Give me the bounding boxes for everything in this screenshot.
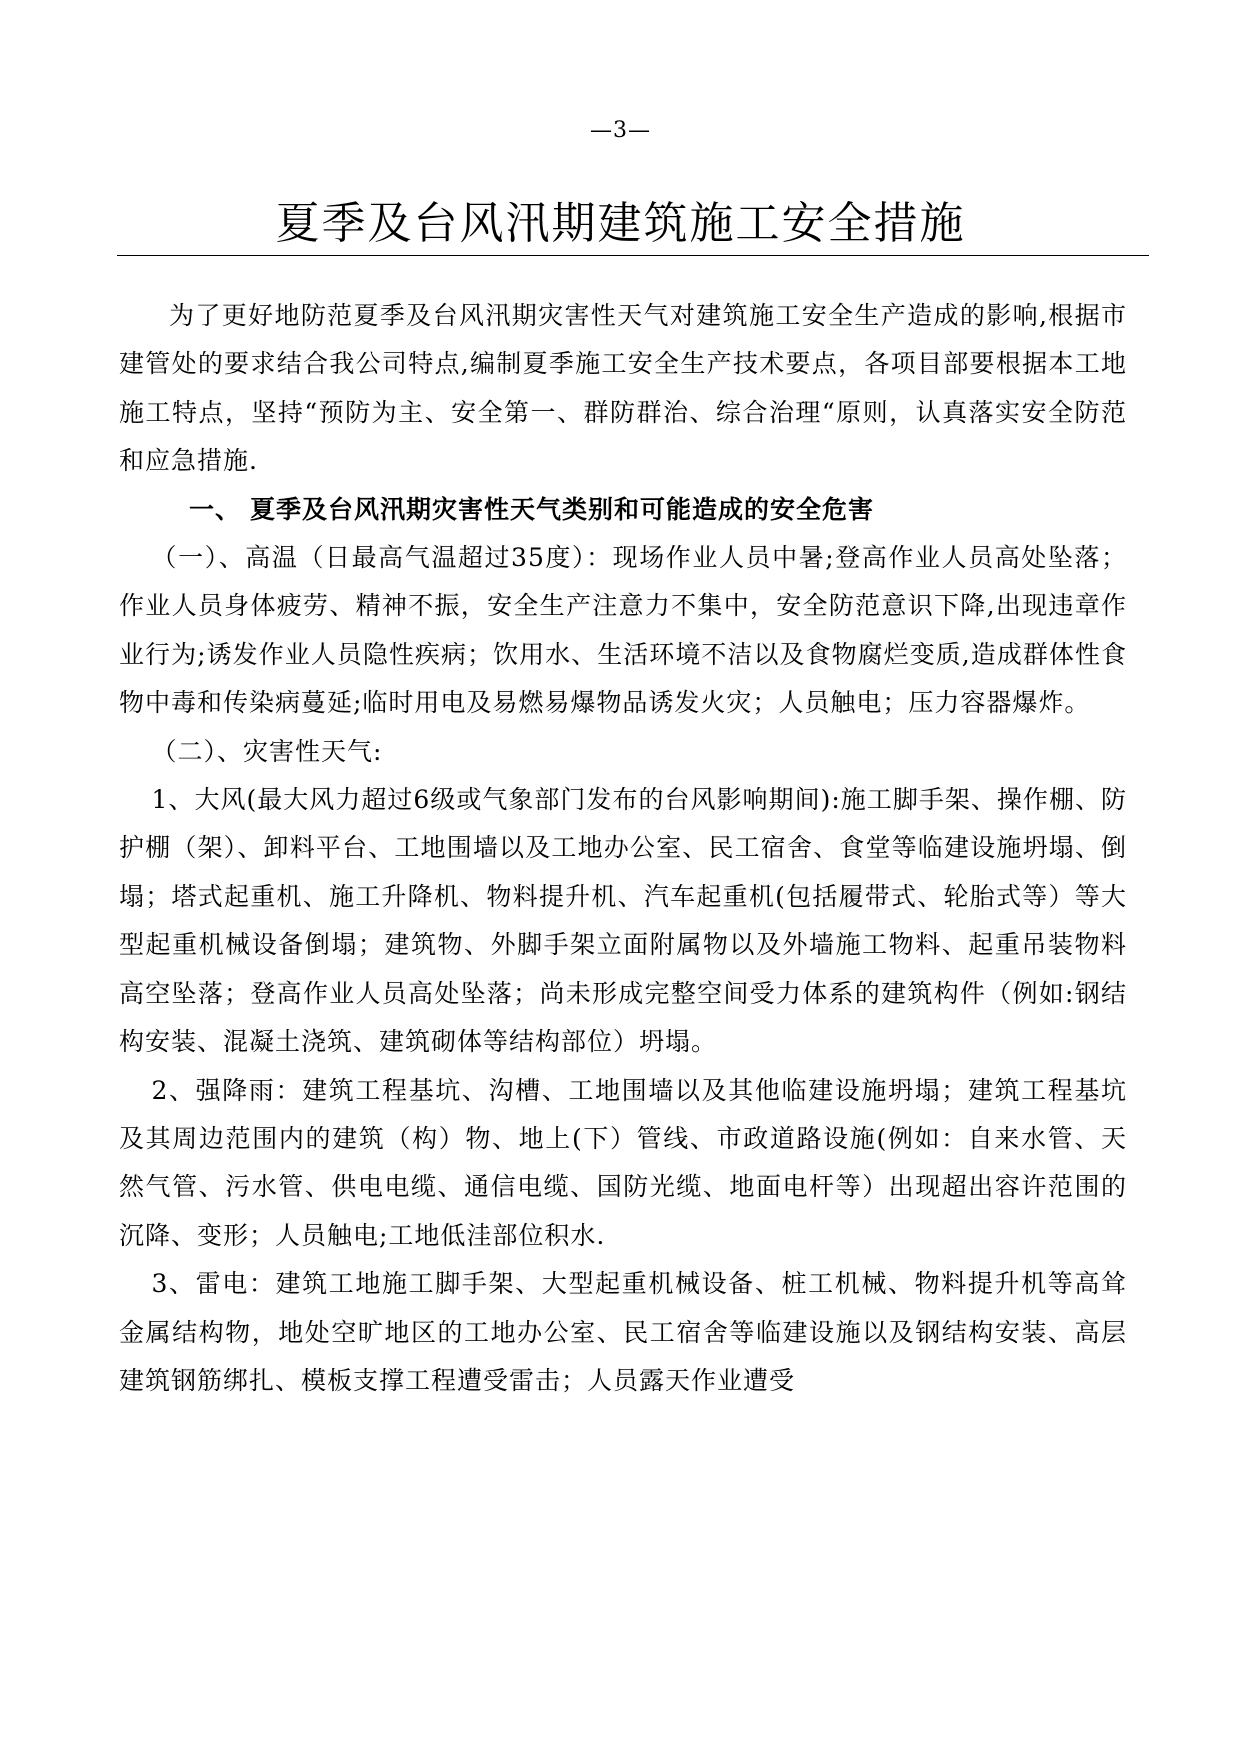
item-high-temperature: （一）、高温（日最高气温超过35度）：现场作业人员中暑;登高作业人员高处坠落；作业人员身体疲劳、精神不振，安全生产注意力不集中，安全防范意识下降,出现违章作业行为;诱发作业人员隐性疾病；饮用水、生活环境不洁以及食物腐烂变质,造成群体性食物中毒和传染病蔓延;临时用电及易燃易爆物品诱发火灾；人员触电；压力容器爆炸。 [119, 543, 1127, 718]
document-body [119, 292, 1127, 1405]
section-number: 一、 [189, 494, 242, 524]
item-heavy-rain: 2、强降雨：建筑工程基坑、沟槽、工地围墙以及其他临建设施坍塌；建筑工程基坑及其周边范围内的建筑（构）物、地上(下）管线、市政道路设施(例如：自来水管、天然气管、污水管、供电电缆、通信电缆、国防光缆、地面电杆等）出现超出容许范围的沉降、变形；人员触电;工地低洼部位积水. [119, 1075, 1127, 1250]
item-strong-wind: 1、大风(最大风力超过6级或气象部门发布的台风影响期间):施工脚手架、操作棚、防护棚（架）、卸料平台、工地围墙以及工地办公室、民工宿舍、食堂等临建设施坍塌、倒塌；塔式起重机、施工升降机、物料提升机、汽车起重机(包括履带式、轮胎式等）等大型起重机械设备倒塌；建筑物、外脚手架立面附属物以及外墙施工物料、起重吊装物料高空坠落；登高作业人员高处坠落；尚未形成完整空间受力体系的建筑构件（例如:钢结构安装、混凝土浇筑、建筑砌体等结构部位）坍塌。 [119, 785, 1127, 1057]
item-disaster-weather-title: （二）、灾害性天气: [151, 736, 383, 766]
section-heading [119, 486, 1127, 534]
item-lightning: 3、雷电：建筑工地施工脚手架、大型起重机械设备、桩工机械、物料提升机等高耸金属结构物，地处空旷地区的工地办公室、民工宿舍等临建设施以及钢结构安装、高层建筑钢筋绑扎、模板支撑工程遭受雷击；人员露天作业遭受 [119, 1269, 1127, 1395]
page-number: —3— [590, 118, 651, 143]
section-title: 夏季及台风汛期灾害性天气类别和可能造成的安全危害 [250, 494, 875, 524]
document-title: 夏季及台风汛期建筑施工安全措施 [275, 198, 966, 249]
title-rule [117, 255, 1149, 256]
intro-paragraph: 为了更好地防范夏季及台风汛期灾害性天气对建筑施工安全生产造成的影响,根据市建管处的要求结合我公司特点,编制夏季施工安全生产技术要点，各项目部要根据本工地施工特点，坚持“预防为主、安全第一、群防群治、综合治理“原则，认真落实安全防范和应急措施. [119, 301, 1127, 476]
